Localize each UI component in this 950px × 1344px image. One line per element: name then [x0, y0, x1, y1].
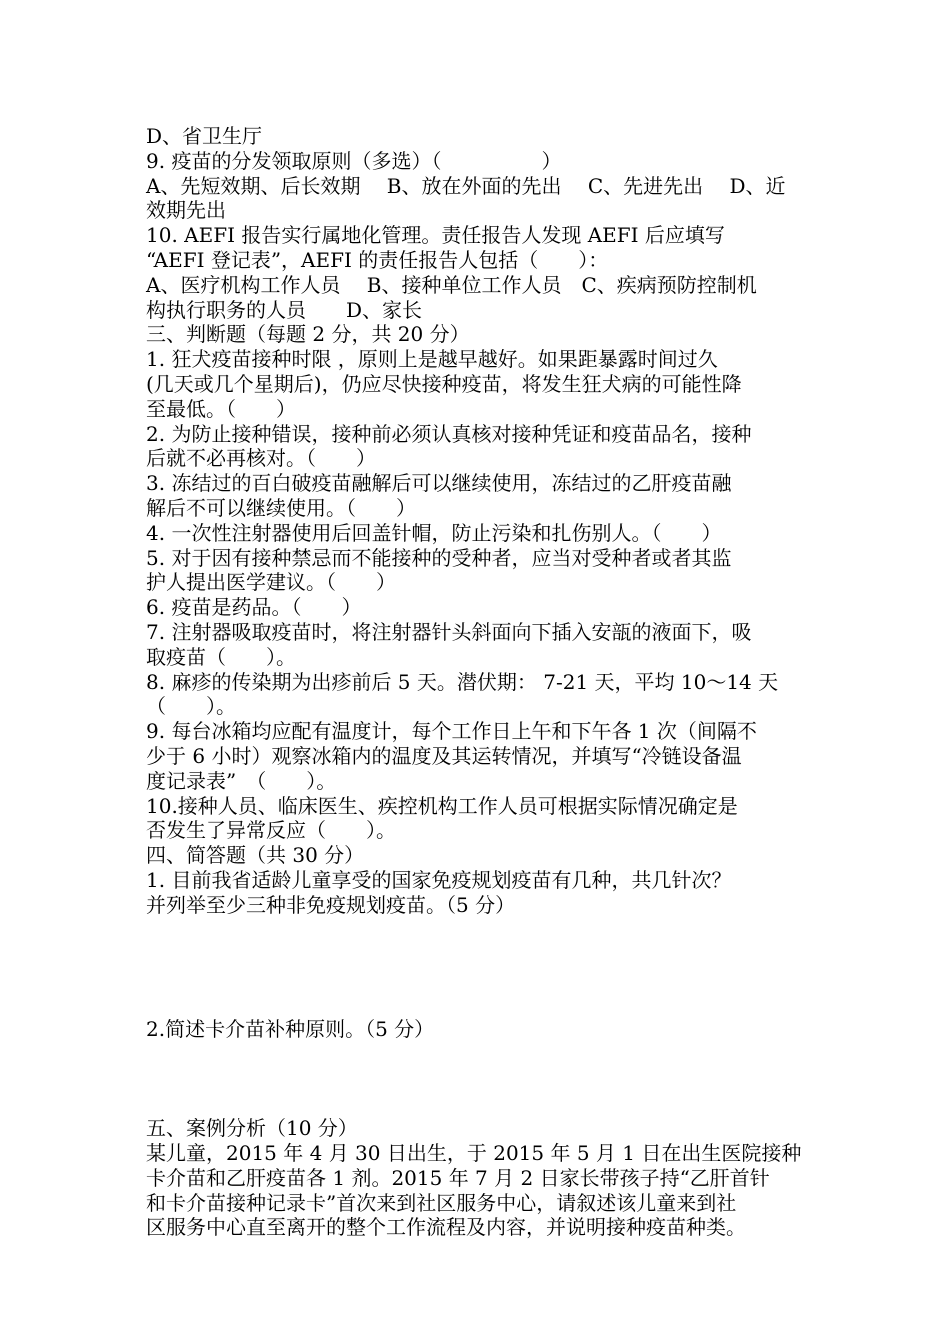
text-line: 6. 疫苗是药品。（ ） [146, 595, 362, 620]
text-line: 1. 目前我省适龄儿童享受的国家免疫规划疫苗有几种，共几针次？ [146, 867, 732, 892]
text-line: 度记录表” （ ）。 [146, 768, 337, 793]
text-line: (几天或几个星期后)，仍应尽快接种疫苗，将发生狂犬病的可能性降 [146, 371, 742, 396]
text-line: 解后不可以继续使用。（ ） [146, 495, 416, 520]
text-line: 9. 每台冰箱均应配有温度计，每个工作日上午和下午各 1 次（间隔不 [146, 719, 757, 744]
text-line: 2. 为防止接种错误，接种前必须认真核对接种凭证和疫苗品名，接种 [146, 421, 752, 446]
text-line: 后就不必再核对。（ ） [146, 446, 376, 471]
text-line: 卡介苗和乙肝疫苗各 1 剂。2015 年 7 月 2 日家长带孩子持“乙肝首针 [146, 1165, 770, 1190]
text-line: 和卡介苗接种记录卡”首次来到社区服务中心，请叙述该儿童来到社 [146, 1190, 737, 1215]
text-line: 取疫苗（ ）。 [146, 644, 296, 669]
text-line: （ ）。 [146, 694, 236, 719]
text-line: 3. 冻结过的百白破疫苗融解后可以继续使用，冻结过的乙肝疫苗融 [146, 471, 732, 496]
text-line: 4. 一次性注射器使用后回盖针帽，防止污染和扎伤别人。（ ） [146, 520, 722, 545]
text-line: 少于 6 小时）观察冰箱内的温度及其运转情况，并填写“冷链设备温 [146, 743, 742, 768]
text-line: 并列举至少三种非免疫规划疫苗。（5 分） [146, 892, 516, 917]
text-line: 某儿童，2015 年 4 月 30 日出生，于 2015 年 5 月 1 日在出生医院接种 [146, 1141, 802, 1166]
text-line: 2.简述卡介苗补种原则。（5 分） [146, 1016, 435, 1041]
text-line: 1. 狂犬疫苗接种时限 ，原则上是越早越好。如果距暴露时间过久 [146, 347, 718, 372]
section-case-analysis-block [146, 1116, 814, 1240]
section-short-answer-block [146, 1017, 814, 1042]
text-line: 8. 麻疹的传染期为出疹前后 5 天。潜伏期： 7-21 天，平均 10～14 天 [146, 669, 779, 694]
text-line: 四、简答题（共 30 分） [146, 843, 365, 868]
text-line: 三、判断题（每题 2 分，共 20 分） [146, 322, 470, 347]
text-line: 7. 注射器吸取疫苗时，将注射器针头斜面向下插入安瓿的液面下，吸 [146, 619, 752, 644]
text-line: A、先短效期、后长效期 B、放在外面的先出 C、先进先出 D、近 [146, 173, 786, 198]
text-line: 5. 对于因有接种禁忌而不能接种的受种者，应当对受种者或者其监 [146, 545, 732, 570]
text-line: 护人提出医学建议。（ ） [146, 570, 396, 595]
text-line: A、医疗机构工作人员 B、接种单位工作人员 C、疾病预防控制机 [146, 272, 757, 297]
answer-space [146, 918, 814, 1017]
text-line: 效期先出 [146, 198, 226, 223]
text-line: 区服务中心直至离开的整个工作流程及内容，并说明接种疫苗种类。 [146, 1215, 746, 1240]
text-line: 构执行职务的人员 D、家长 [146, 297, 423, 322]
section-questions-block [146, 124, 814, 918]
text-line: 10. AEFI 报告实行属地化管理。责任报告人发现 AEFI 后应填写 [146, 223, 725, 248]
text-line: 五、案例分析（10 分） [146, 1116, 358, 1141]
document-page [146, 124, 814, 1240]
text-line: 至最低。（ ） [146, 396, 296, 421]
text-line: 9. 疫苗的分发领取原则（多选）（ ） [146, 148, 562, 173]
text-line: D、省卫生厅 [146, 124, 263, 148]
text-line: 10.接种人员、临床医生、疾控机构工作人员可根据实际情况确定是 [146, 793, 738, 818]
answer-space [146, 1041, 814, 1116]
text-line: 否发生了异常反应（ ）。 [146, 818, 396, 843]
text-line: “AEFI 登记表”，AEFI 的责任报告人包括（ ）： [146, 247, 609, 272]
